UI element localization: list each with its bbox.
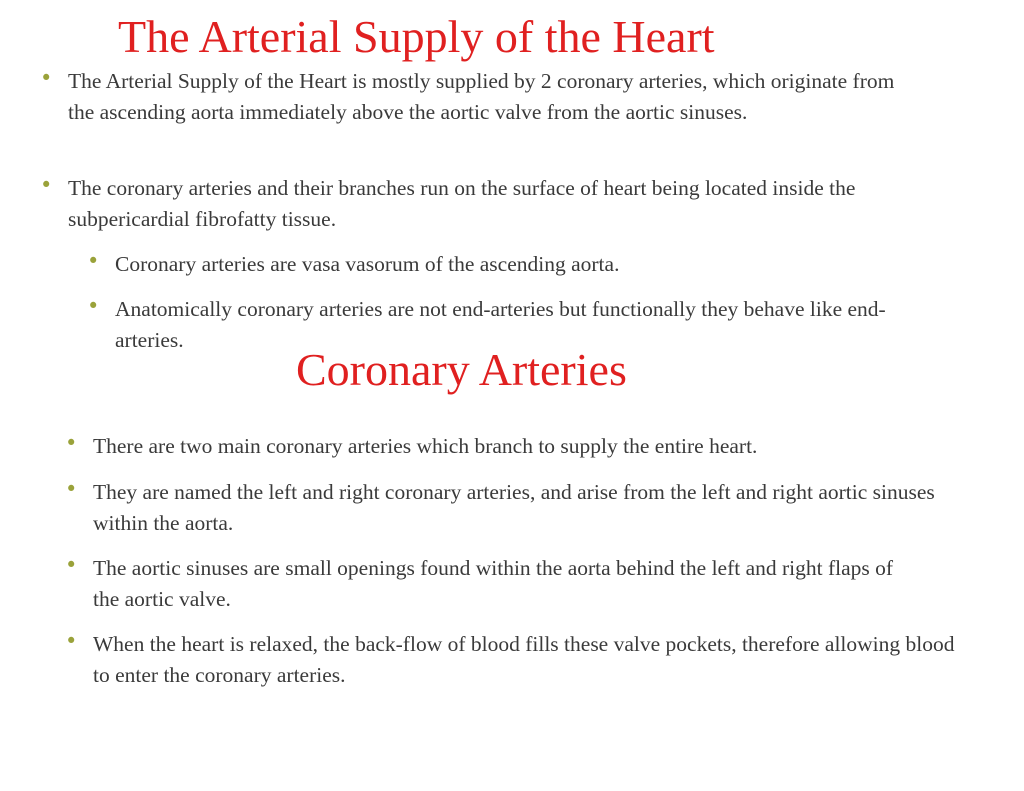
- bullet-left-right: [65, 477, 953, 539]
- bullet-dot-icon: •: [65, 431, 78, 455]
- bullet-dot-icon: •: [40, 66, 53, 90]
- bullet-heart-relaxed: [65, 629, 963, 691]
- bullet-text: Anatomically coronary arteries are not end-arteries but functionally they behave like end-arteries.: [115, 297, 886, 352]
- bullet-dot-icon: •: [65, 477, 78, 501]
- bullet-text: They are named the left and right coronary arteries, and arise from the left and right aortic sinuses within the aorta.: [93, 480, 935, 535]
- bullet-dot-icon: •: [65, 629, 78, 653]
- subbullet-vasa-vasorum: [87, 249, 935, 280]
- bullet-dot-icon: •: [40, 173, 53, 197]
- bullet-dot-icon: •: [65, 553, 78, 577]
- bullet-text: The Arterial Supply of the Heart is mostly supplied by 2 coronary arteries, which originate from the ascending aorta immediately above the aortic valve from the aortic sinuses.: [68, 69, 895, 124]
- bullet-surface-course: [40, 173, 918, 235]
- bullet-aortic-sinuses: [65, 553, 913, 615]
- bullet-text: When the heart is relaxed, the back-flow of blood fills these valve pockets, therefore allowing blood to enter the coronary arteries.: [93, 632, 955, 687]
- bullet-two-main: [65, 431, 993, 462]
- bullet-dot-icon: •: [87, 249, 100, 273]
- bullet-text: There are two main coronary arteries which branch to supply the entire heart.: [93, 434, 758, 458]
- main-title: The Arterial Supply of the Heart: [118, 11, 715, 62]
- bullet-aortic-origin: [40, 66, 908, 128]
- section-title: Coronary Arteries: [296, 344, 627, 395]
- bullet-dot-icon: •: [87, 294, 100, 318]
- bullet-text: The coronary arteries and their branches run on the surface of heart being located inside the subpericardial fibrofatty tissue.: [68, 176, 856, 231]
- bullet-text: The aortic sinuses are small openings found within the aorta behind the left and right flaps of the aortic valve.: [93, 556, 894, 611]
- bullet-text: Coronary arteries are vasa vasorum of the ascending aorta.: [115, 252, 620, 276]
